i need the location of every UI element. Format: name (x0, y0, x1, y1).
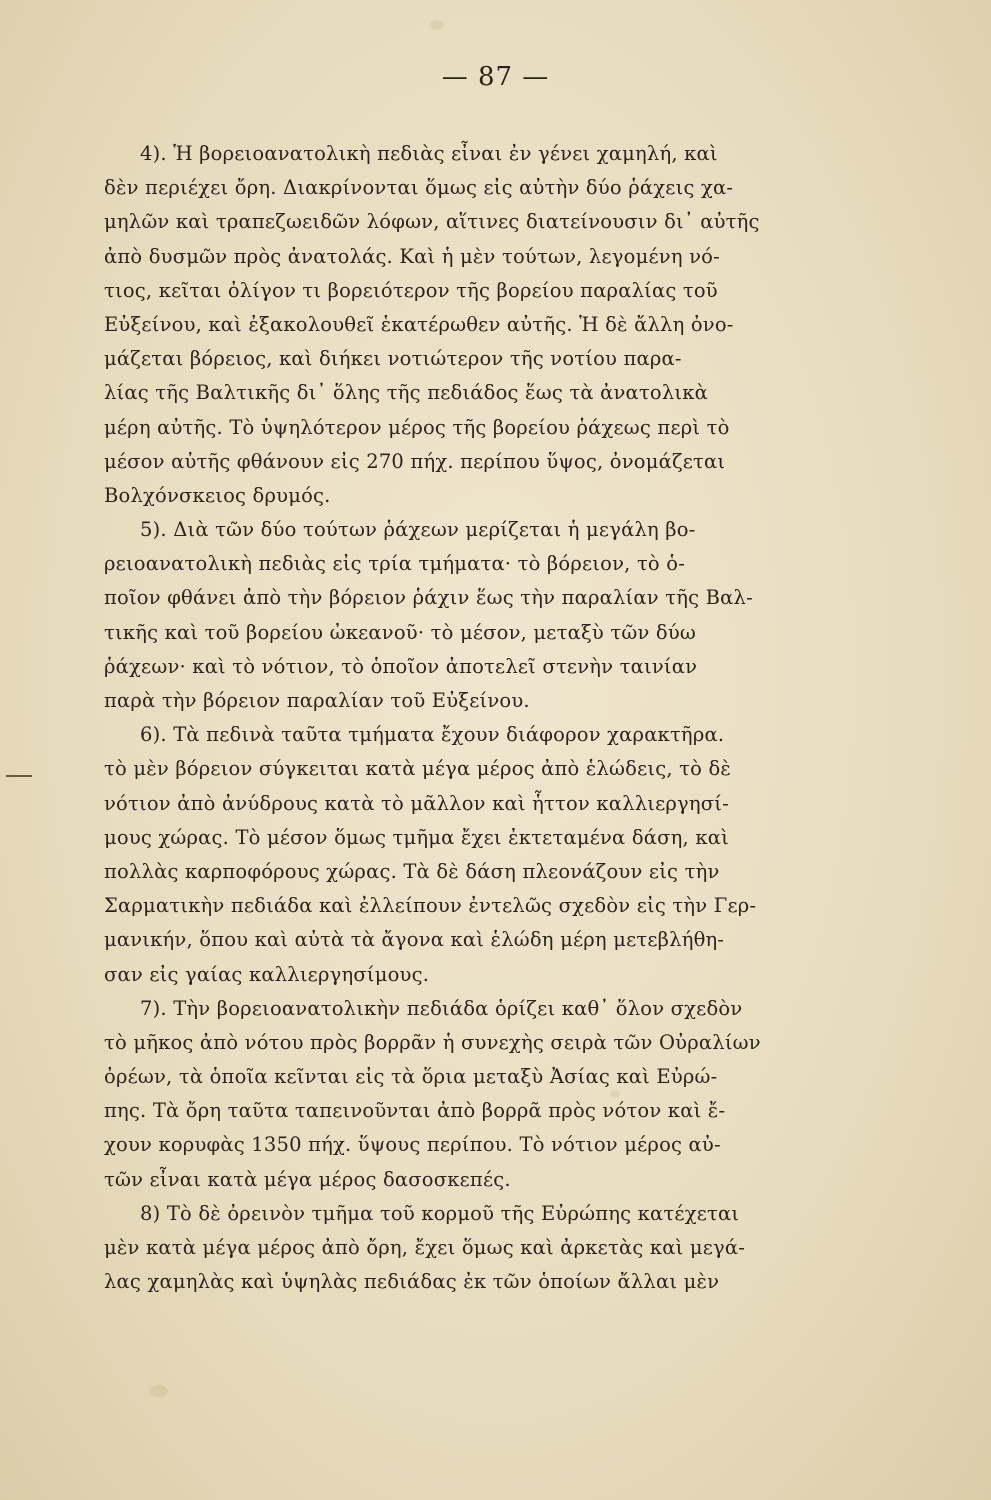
text-line: τικῆς καὶ τοῦ βορείου ὠκεανοῦ· τὸ μέσον, μεταξὺ τῶν δύω (104, 620, 696, 644)
text-line: λίας τῆς Βαλτικῆς δι᾽ ὅλης τῆς πεδιάδος ἕως τὰ ἀνατολικὰ (104, 381, 708, 405)
text-line: μέρη αὐτῆς. Τὸ ὑψηλότερον μέρος τῆς βορείου ῥάχεως περὶ τὸ (104, 415, 730, 439)
text-line: τὸ μὲν βόρειον σύγκειται κατὰ μέγα μέρος ἀπὸ ἑλώδεις, τὸ δὲ (104, 757, 732, 781)
text-line: μους χώρας. Τὸ μέσον ὅμως τμῆμα ἔχει ἐκτεταμένα δάση, καὶ (104, 825, 729, 849)
text-line: παρὰ τὴν βόρειον παραλίαν τοῦ Εὐξείνου. (104, 689, 530, 712)
text-line: δὲν περιέχει ὄρη. Διακρίνονται ὅμως εἰς αὐτὴν δύο ῥάχεις χα- (104, 176, 734, 200)
text-line: πης. Τὰ ὄρη ταῦτα ταπεινοῦνται ἀπὸ βορρᾶ πρὸς νότον καὶ ἔ- (104, 1099, 726, 1123)
text-line: ῥάχεων· καὶ τὸ νότιον, τὸ ὁποῖον ἀποτελεῖ στενὴν ταινίαν (104, 654, 698, 678)
text-line: μηλῶν καὶ τραπεζωειδῶν λόφων, αἵτινες διατείνουσιν δι᾽ αὐτῆς (104, 210, 760, 234)
text-line: σαν εἰς γαίας καλλιεργησίμους. (104, 962, 430, 986)
paragraph-first-line: 7). Τὴν βορειοανατολικὴν πεδιάδα ὁρίζει καθ᾽ ὅλον σχεδὸν (140, 996, 743, 1020)
paragraph-first-line: 4). Ἡ βορειοανατολικὴ πεδιὰς εἶναι ἐν γένει χαμηλή, καὶ (140, 142, 718, 165)
text-line: πολλὰς καρποφόρους χώρας. Τὰ δὲ δάση πλεονάζουν εἰς τὴν (104, 859, 720, 883)
text-line: Σαρματικὴν πεδιάδα καὶ ἐλλείπουν ἐντελῶς σχεδὸν εἰς τὴν Γερ- (104, 894, 757, 918)
text-line: μάζεται βόρειος, καὶ διήκει νοτιώτερον τῆς νοτίου παρα- (104, 347, 682, 371)
text-line: ὀρέων, τὰ ὁποῖα κεῖνται εἰς τὰ ὅρια μεταξὺ Ἀσίας καὶ Εὐρώ- (104, 1065, 718, 1089)
text-line: ποῖον φθάνει ἀπὸ τὴν βόρειον ῥάχιν ἕως τὴν παραλίαν τῆς Βαλ- (104, 586, 753, 610)
text-line: μὲν κατὰ μέγα μέρος ἀπὸ ὄρη, ἔχει ὅμως καὶ ἀρκετὰς καὶ μεγά- (104, 1236, 746, 1259)
paragraph-first-line: 8) Τὸ δὲ ὀρεινὸν τμῆμα τοῦ κορμοῦ τῆς Εὐρώπης κατέχεται (140, 1201, 740, 1225)
text-line: τὸ μῆκος ἀπὸ νότου πρὸς βορρᾶν ἡ συνεχὴς σειρὰ τῶν Οὐραλίων (104, 1030, 761, 1054)
page-number: — 87 — (441, 62, 550, 92)
text-line: νότιον ἀπὸ ἀνύδρους κατὰ τὸ μᾶλλον καὶ ἧττον καλλιεργησί- (104, 791, 729, 815)
paper-stain (150, 1385, 168, 1397)
body-text (104, 137, 804, 1299)
text-line: ρειοανατολικὴ πεδιὰς εἰς τρία τμήματα· τὸ βόρειον, τὸ ὁ- (104, 552, 686, 576)
text-line: μέσον αὐτῆς φθάνουν εἰς 270 πήχ. περίπου ὕψος, ὀνομάζεται (104, 449, 726, 473)
margin-mark (6, 775, 32, 777)
text-line: ἀπὸ δυσμῶν πρὸς ἀνατολάς. Καὶ ἡ μὲν τούτων, λεγομένη νό- (104, 244, 720, 268)
text-line: τῶν εἶναι κατὰ μέγα μέρος δασοσκεπές. (104, 1167, 511, 1191)
text-line: μανικήν, ὅπου καὶ αὐτὰ τὰ ἄγονα καὶ ἑλώδη μέρη μετεβλήθη- (104, 928, 725, 952)
paper-stain (430, 20, 444, 30)
text-line: Βολχόνσκειος δρυμός. (104, 483, 331, 507)
text-line: λας χαμηλὰς καὶ ὑψηλὰς πεδιάδας ἐκ τῶν ὁποίων ἄλλαι μὲν (104, 1270, 720, 1294)
text-line: χουν κορυφὰς 1350 πήχ. ὕψους περίπου. Τὸ νότιον μέρος αὐ- (104, 1133, 721, 1157)
text-line: τιος, κεῖται ὀλίγον τι βορειότερον τῆς βορείου παραλίας τοῦ (104, 278, 718, 302)
text-line: Εὐξείνου, καὶ ἐξακολουθεῖ ἑκατέρωθεν αὐτῆς. Ἡ δὲ ἄλλη ὀνο- (104, 312, 734, 336)
paragraph-first-line: 5). Διὰ τῶν δύο τούτων ῥάχεων μερίζεται ἡ μεγάλη βο- (140, 518, 696, 542)
paragraph-first-line: 6). Τὰ πεδινὰ ταῦτα τμήματα ἔχουν διάφορον χαρακτῆρα. (140, 723, 725, 747)
